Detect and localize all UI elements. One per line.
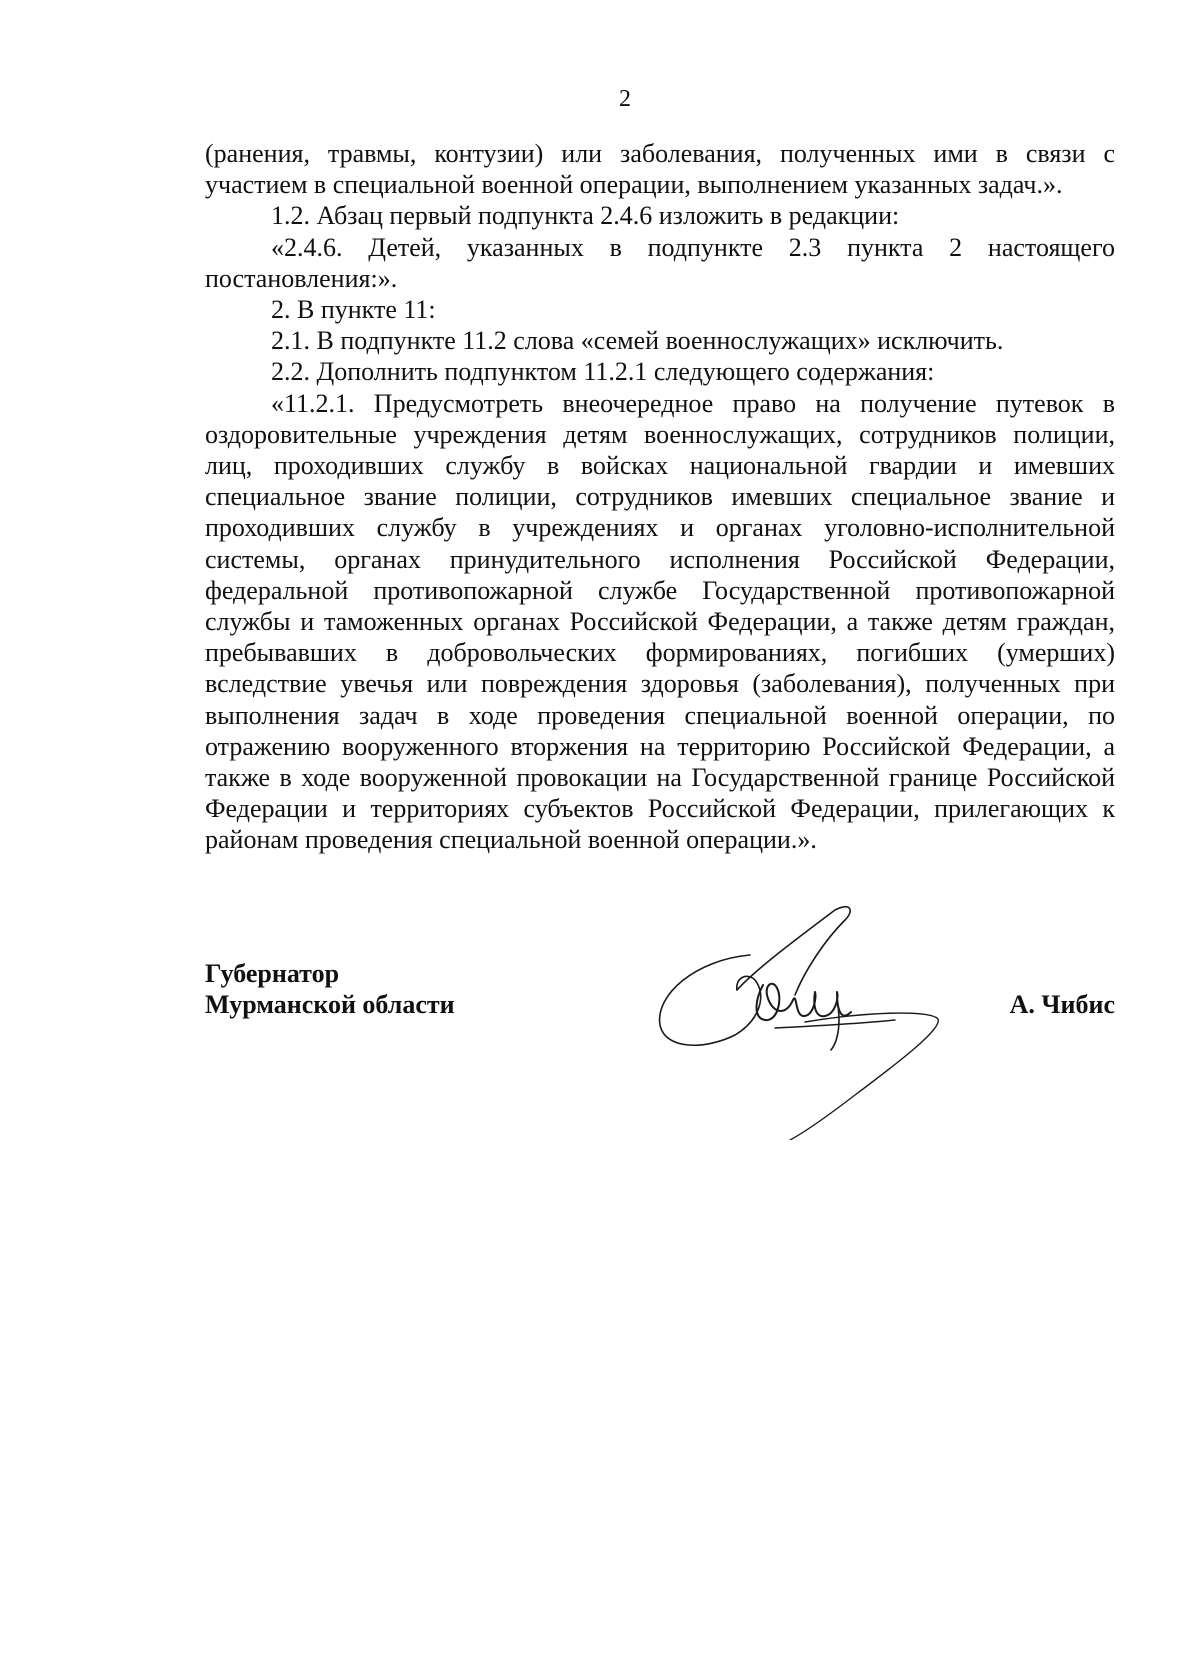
handwritten-signature-icon: [655, 900, 975, 1140]
paragraph: 1.2. Абзац первый подпункта 2.4.6 изложить в редакции:: [271, 201, 900, 231]
paragraph: «11.2.1. Предусмотреть внеочередное право на получение путевок в оздоровительные учреждения детям военнослужащих, сотрудников полиции, лиц, проходивших службу в войсках национальной гвардии и имевших специальное звание полиции, сотрудников имевших специальное звание и проходивших службу в учреждениях и органах уголовно-исполнительной системы, органах принудительного исполнения Российской Федерации, федеральной противопожарной службе Государственной противопожарной службы и таможенных органах Российской Федерации, а также детям граждан, пребывавших в добровольческих формированиях, погибших (умерших) вследствие увечья или повреждения здоровья (заболевания), полученных при выполнения задач в ходе проведения специальной военной операции, по отражению вооруженного вторжения на территорию Российской Федерации, а также в ходе вооруженной провокации на Государственной границе Российской Федерации и территориях субъектов Российской Федерации, прилегающих к районам проведения специальной военной операции.».: [205, 388, 1115, 855]
signature-block: [205, 958, 1115, 1158]
signatory-title-line: Губернатор: [205, 959, 340, 988]
signatory-name: А. Чибис: [1009, 990, 1115, 1019]
signatory-title-line: Мурманской области: [205, 990, 455, 1019]
paragraph: 2.2. Дополнить подпунктом 11.2.1 следующего содержания:: [271, 357, 935, 387]
signatory-title: [205, 958, 455, 1020]
paragraph: (ранения, травмы, контузии) или заболевания, полученных ими в связи с участием в специальной военной операции, выполнением указанных задач.».: [205, 139, 1115, 200]
document-body: [205, 138, 1115, 856]
paragraph: «2.4.6. Детей, указанных в подпункте 2.3 пункта 2 настоящего постановления:».: [205, 232, 1115, 293]
paragraph: 2. В пункте 11:: [271, 295, 436, 325]
page-number: 2: [619, 86, 631, 112]
paragraph: 2.1. В подпункте 11.2 слова «семей военнослужащих» исключить.: [271, 326, 1004, 356]
